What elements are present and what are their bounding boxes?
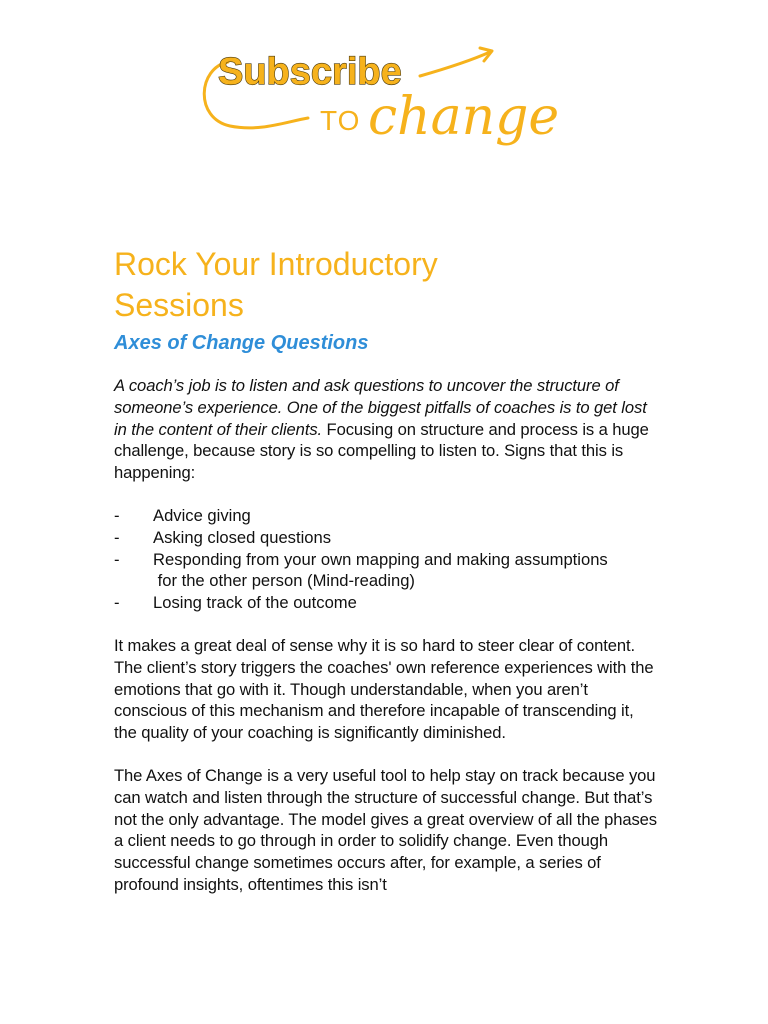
list-dash: - [114,527,120,547]
document-subtitle: Axes of Change Questions [114,332,369,354]
content-paragraph: It makes a great deal of sense why it is so hard to steer clear of content. The client’s story triggers the coaches' own reference experiences with the emotions that go with it. Though understandable, when you aren’t conscious of this mechanism and therefore incapable of transcending it, the quality of your coaching is significantly diminished. [114,635,654,743]
intro-paragraph [114,375,659,484]
document-content [114,244,659,896]
list-item [114,592,659,614]
list-item [114,505,659,527]
list-item-text: Asking closed questions [153,527,332,547]
list-item-continuation: for the other person (Mind-reading) [153,571,415,591]
document-title [114,244,659,326]
list-item-text: Advice giving [153,505,251,525]
logo-to-text: TO [320,105,361,136]
logo-graphic [190,38,590,188]
list-dash: - [114,505,120,525]
intro-regular-text: Focusing on structure and process is a huge challenge, because story is so compelling to listen to. Signs that this is happening: [114,419,649,483]
signs-list [114,505,659,614]
list-dash: - [114,593,120,613]
logo-arrow-line [420,52,490,76]
subscribe-to-change-logo [190,38,590,188]
logo-change-text: change [368,87,560,147]
intro-italic-text: A coach’s job is to listen and ask questions to uncover the structure of someone’s experience. One of the biggest pitfalls of coaches is to get lost in the content of their clients. [114,376,647,439]
list-item-text: Responding from your own mapping and making assumptions [153,549,608,569]
list-item [114,527,659,549]
logo-subscribe-text: Subscribe [218,51,402,93]
list-item-text: Losing track of the outcome [153,593,357,613]
list-dash: - [114,549,120,569]
axes-of-change-paragraph: The Axes of Change is a very useful tool to help stay on track because you can watch and listen through the structure of successful change. But that’s not the only advantage. The model gives a great overview of all the phases a client needs to go through in order to solidify change. Even though successful change sometimes occurs after, for example, a series of profound insights, oftentimes this isn’t [114,765,657,894]
list-item [114,549,659,593]
title-line-1: Rock Your Introductory [114,246,438,282]
title-line-2: Sessions [114,287,244,323]
